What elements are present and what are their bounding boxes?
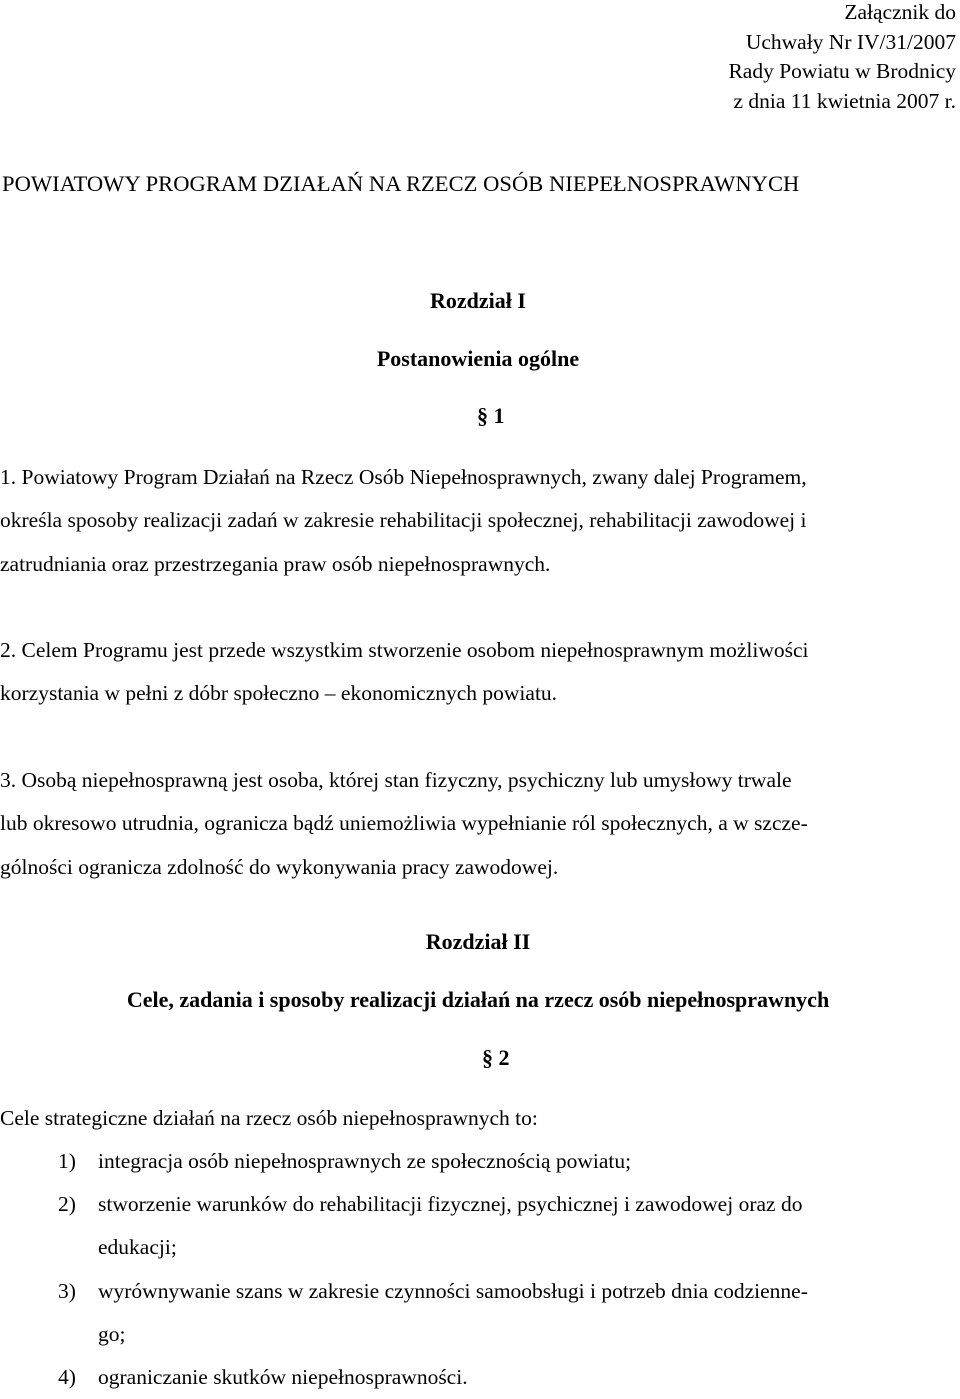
list-item-line: ograniczanie skutków niepełnosprawności. <box>98 1365 468 1389</box>
goals-intro <box>0 1097 955 1140</box>
list-item-number: 2) <box>58 1192 76 1216</box>
paragraph-line: 3. Osobą niepełnosprawną jest osoba, której stan fizyczny, psychiczny lub umysłowy trwale <box>0 768 792 792</box>
paragraph-line: określa sposoby realizacji zadań w zakresie rehabilitacji społecznej, rehabilitacji zawodowej i <box>0 508 807 533</box>
chapter-1-subtitle: Postanowienia ogólne <box>376 346 580 371</box>
list-item-line: integracja osób niepełnosprawnych ze społecznością powiatu; <box>98 1149 632 1173</box>
document-title: POWIATOWY PROGRAM DZIAŁAŃ NA RZECZ OSÓB NIEPEŁNOSPRAWNYCH <box>2 171 800 196</box>
annex-line: Rady Powiatu w Brodnicy <box>728 59 956 83</box>
paragraph-line-text: 1. Powiatowy Program Działań na Rzecz Osób Niepełnosprawnych, zwany dalej Programem, <box>0 465 807 489</box>
annex-line: z dnia 11 kwietnia 2007 r. <box>733 88 956 113</box>
paragraph-2 <box>0 629 955 716</box>
paragraph-line: lub okresowo utrudnia, ogranicza bądź uniemożliwia wypełnianie ról społecznych, a w szcze- <box>0 811 808 836</box>
list-item-line: go; <box>98 1322 126 1347</box>
chapter-2-heading: Rozdział II <box>425 929 531 954</box>
paragraph-line: zatrudniania oraz przestrzegania praw osób niepełnosprawnych. <box>0 551 551 576</box>
chapter-2-subtitle: Cele, zadania i sposoby realizacji działań na rzecz osób niepełnosprawnych <box>126 987 830 1012</box>
paragraph-3 <box>0 759 955 889</box>
section-2-marker: § 2 <box>482 1045 510 1070</box>
list-item-line: stworzenie warunków do rehabilitacji fizycznej, psychicznej i zawodowej oraz do <box>98 1192 803 1216</box>
list-item-line: edukacji; <box>98 1235 177 1260</box>
section-1-marker: § 1 <box>477 403 505 428</box>
paragraph-line <box>0 456 955 499</box>
paragraph-line: gólności ogranicza zdolność do wykonywania pracy zawodowej. <box>0 854 559 879</box>
list-item-text <box>98 1270 956 1357</box>
chapter-1-heading: Rozdział I <box>430 288 526 313</box>
annex-header <box>728 0 956 116</box>
list-item-text <box>98 1140 956 1183</box>
list-item-number: 1) <box>58 1149 76 1173</box>
list-item-line: wyrównywanie szans w zakresie czynności samoobsługi i potrzeb dnia codzienne- <box>98 1279 808 1303</box>
list-item-number: 4) <box>58 1365 76 1389</box>
list-item-text <box>98 1183 956 1270</box>
annex-line: Załącznik do <box>844 0 956 24</box>
paragraph-1 <box>0 456 955 586</box>
paragraph-line: korzystania w pełni z dóbr społeczno – ekonomicznych powiatu. <box>0 681 558 706</box>
annex-line: Uchwały Nr IV/31/2007 <box>745 29 956 54</box>
paragraph-line: Cele strategiczne działań na rzecz osób niepełnosprawnych to: <box>0 1106 538 1130</box>
paragraph-line: 2. Celem Programu jest przede wszystkim stworzenie osobom niepełnosprawnym możliwości <box>0 638 809 662</box>
list-item-number: 3) <box>58 1279 76 1303</box>
